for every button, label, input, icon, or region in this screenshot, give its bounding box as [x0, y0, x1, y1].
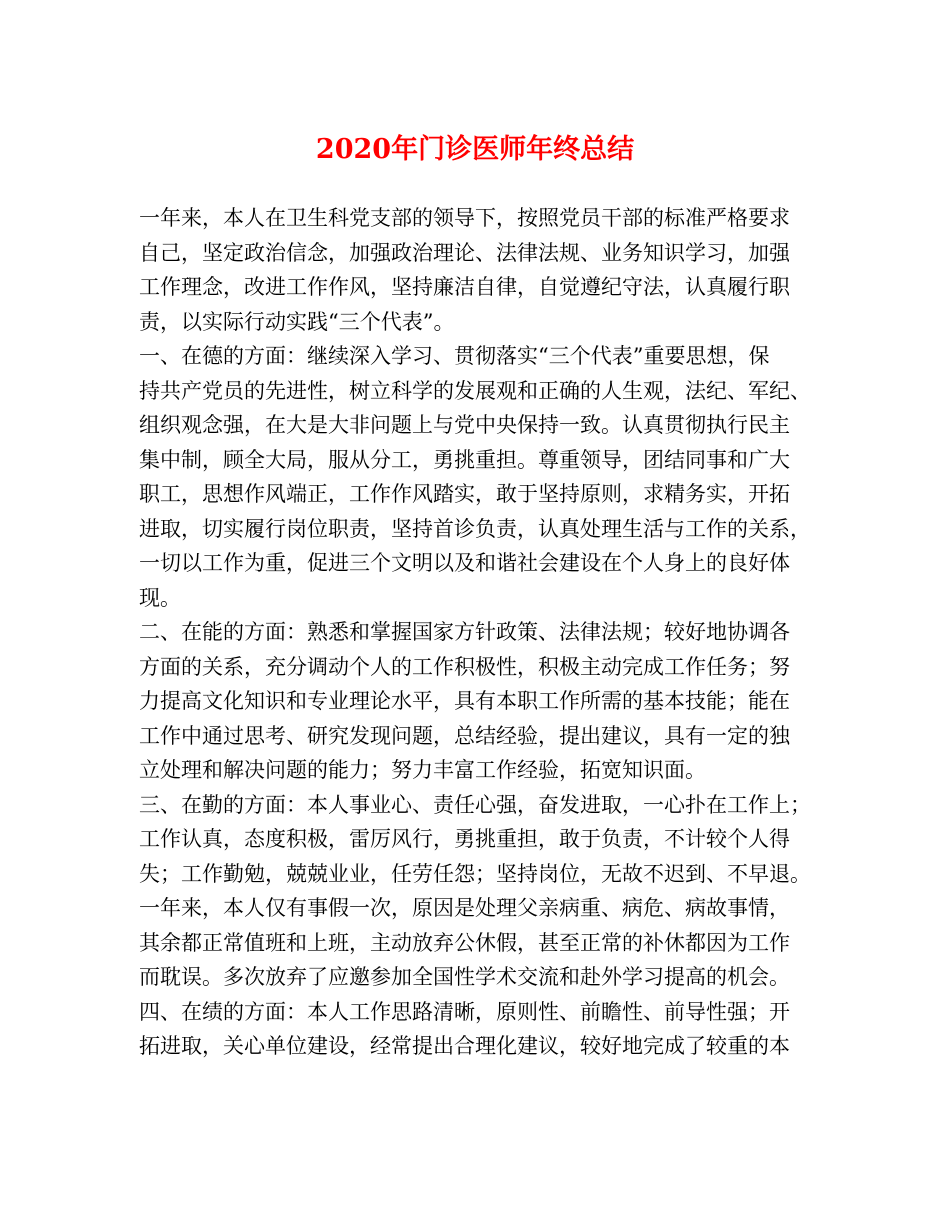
body-line: 持共产党员的先进性，树立科学的发展观和正确的人生观，法纪、军纪、 — [139, 378, 811, 403]
body-line: 工作中通过思考、研究发现问题，总结经验，提出建议，具有一定的独 — [139, 723, 790, 748]
body-line: 一、在德的方面：继续深入学习、贯彻落实“三个代表”重要思想，保 — [139, 344, 770, 368]
body-line: 一切以工作为重，促进三个文明以及和谐社会建设在个人身上的良好体 — [139, 551, 790, 575]
body-line: 方面的关系，充分调动个人的工作积极性，积极主动完成工作任务；努 — [139, 654, 790, 679]
body-line: 立处理和解决问题的能力；努力丰富工作经验，拓宽知识面。 — [139, 758, 706, 782]
body-line: 三、在勤的方面：本人事业心、责任心强，奋发进取，一心扑在工作上； — [139, 792, 811, 817]
body-line: 职工，思想作风端正，工作作风踏实，敢于坚持原则，求精务实，开拓 — [139, 482, 790, 506]
document-body — [139, 201, 829, 1064]
body-line: 组织观念强，在大是大非问题上与党中央保持一致。认真贯彻执行民主 — [139, 413, 790, 437]
body-line: 现。 — [139, 585, 181, 610]
body-line: 自己，坚定政治信念，加强政治理论、法律法规、业务知识学习，加强 — [139, 240, 790, 265]
body-line: 而耽误。多次放弃了应邀参加全国性学术交流和赴外学习提高的机会。 — [139, 965, 790, 989]
body-line: 进取，切实履行岗位职责，坚持首诊负责，认真处理生活与工作的关系， — [139, 516, 811, 541]
body-line: 工作认真，态度积极，雷厉风行，勇挑重担，敢于负责，不计较个人得 — [139, 827, 790, 851]
body-line: 二、在能的方面：熟悉和掌握国家方针政策、法律法规；较好地协调各 — [139, 620, 790, 644]
body-line: 工作理念，改进工作作风，坚持廉洁自律，自觉遵纪守法，认真履行职 — [139, 275, 790, 299]
body-line: 失；工作勤勉，兢兢业业，任劳任怨；坚持岗位，无故不迟到、不早退。 — [139, 861, 811, 886]
body-line: 责，以实际行动实践“三个代表”。 — [139, 309, 455, 334]
body-line: 一年来，本人在卫生科党支部的领导下，按照党员干部的标准严格要求 — [139, 206, 790, 230]
body-line: 一年来，本人仅有事假一次，原因是处理父亲病重、病危、病故事情， — [139, 896, 790, 920]
body-line: 其余都正常值班和上班，主动放弃公休假，甚至正常的补休都因为工作 — [139, 930, 790, 955]
document-title: 2020年门诊医师年终总结 — [315, 134, 635, 165]
body-line: 集中制，顾全大局，服从分工，勇挑重担。尊重领导，团结同事和广大 — [139, 447, 790, 472]
body-line: 拓进取，关心单位建设，经常提出合理化建议，较好地完成了较重的本 — [139, 1034, 790, 1058]
body-line: 四、在绩的方面：本人工作思路清晰，原则性、前瞻性、前导性强；开 — [139, 999, 790, 1024]
body-line: 力提高文化知识和专业理论水平，具有本职工作所需的基本技能；能在 — [139, 689, 790, 713]
